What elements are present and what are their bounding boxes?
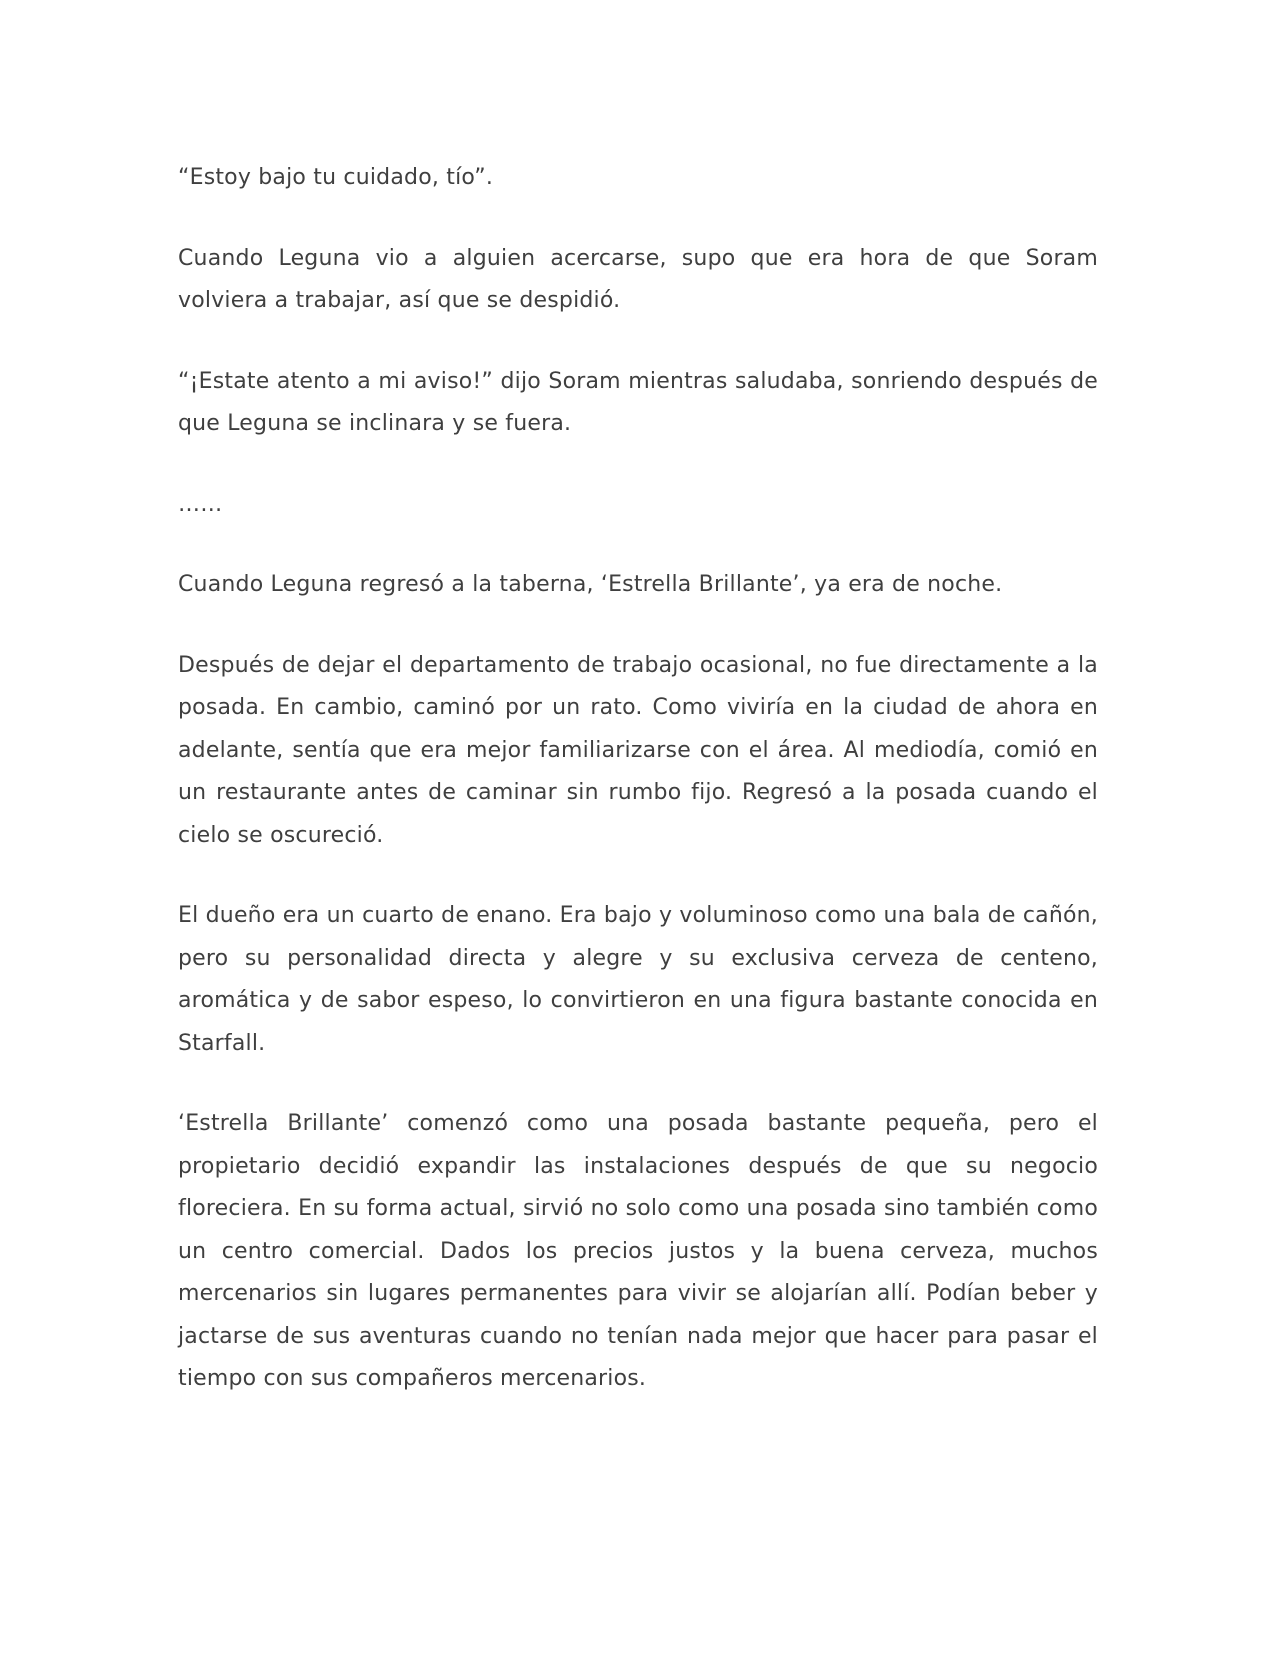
paragraph-2: Cuando Leguna vio a alguien acercarse, supo que era hora de que Soram volviera a trabajar, así que se despidió. <box>178 245 1098 313</box>
paragraph-1: “Estoy bajo tu cuidado, tío”. <box>178 165 494 190</box>
paragraph-6: El dueño era un cuarto de enano. Era bajo y voluminoso como una bala de cañón, pero su personalidad directa y alegre y su exclusiva cerveza de centeno, aromática y de sabor espeso, lo convirtieron en una figura bastante conocida en Starfall. <box>178 903 1098 1056</box>
paragraph-7: ‘Estrella Brillante’ comenzó como una posada bastante pequeña, pero el propietario decidió expandir las instalaciones después de que su negocio floreciera. En su forma actual, sirvió no solo como una posada sino también como un centro comercial. Dados los precios justos y la buena cerveza, muchos mercenarios sin lugares permanentes para vivir se alojarían allí. Podían beber y jactarse de sus aventuras cuando no tenían nada mejor que hacer para pasar el tiempo con sus compañeros mercenarios. <box>178 1111 1098 1391</box>
paragraph-4: Cuando Leguna regresó a la taberna, ‘Estrella Brillante’, ya era de noche. <box>178 572 1003 597</box>
document-page <box>178 157 1098 1439</box>
paragraph-5: Después de dejar el departamento de trabajo ocasional, no fue directamente a la posada. En cambio, caminó por un rato. Como viviría en la ciudad de ahora en adelante, sentía que era mejor familiarizarse con el área. Al mediodía, comió en un restaurante antes de caminar sin rumbo fijo. Regresó a la posada cuando el cielo se oscureció. <box>178 652 1098 848</box>
paragraph-3: “¡Estate atento a mi aviso!” dijo Soram mientras saludaba, sonriendo después de que Leguna se inclinara y se fuera. <box>178 368 1098 436</box>
scene-break: …… <box>178 491 223 517</box>
